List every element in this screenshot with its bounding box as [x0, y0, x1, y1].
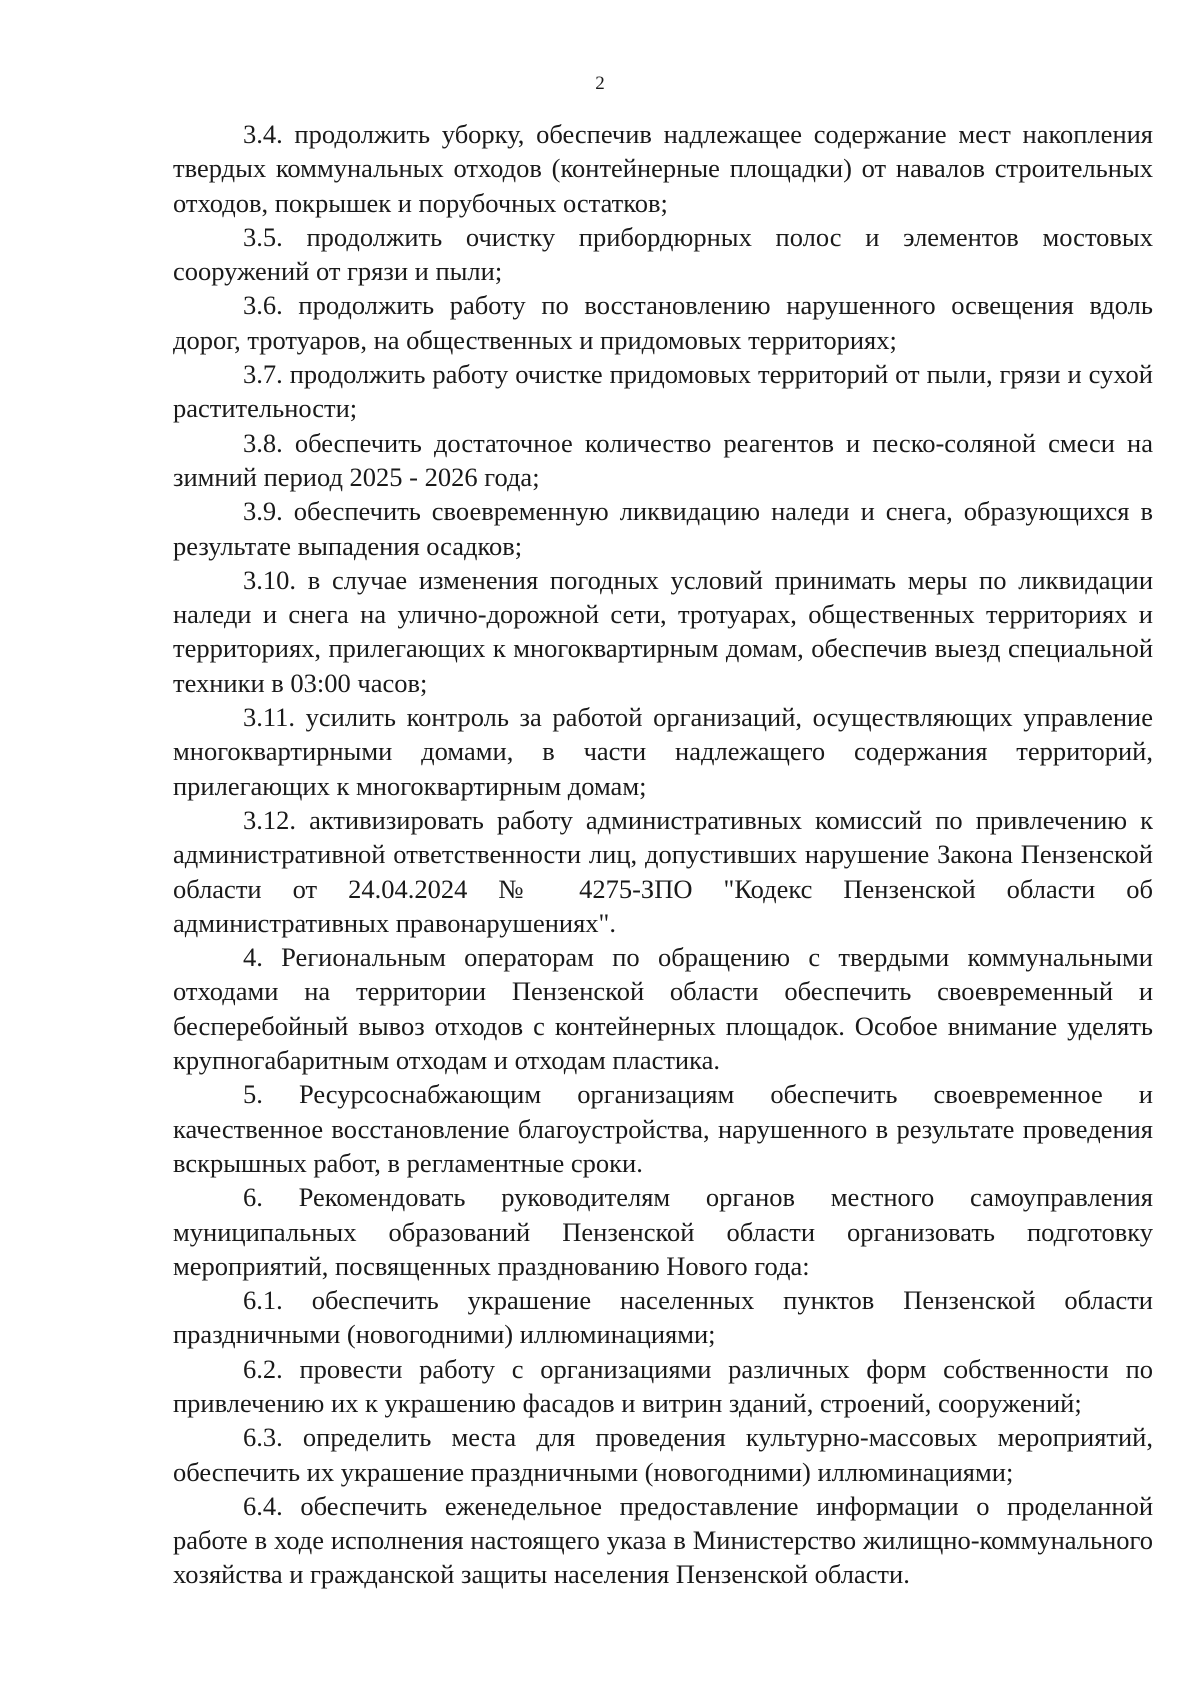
paragraph-3-6: 3.6. продолжить работу по восстановлению нарушенного освещения вдоль дорог, тротуаров, на общественных и придомовых территориях; — [173, 290, 1153, 355]
paragraph-3-8: 3.8. обеспечить достаточное количество реагентов и песко-соляной смеси на зимний период 2025 - 2026 года; — [173, 427, 1153, 492]
paragraph-3-5: 3.5. продолжить очистку прибордюрных полос и элементов мостовых сооружений от грязи и пыли; — [173, 221, 1153, 287]
paragraph-6-1: 6.1. обеспечить украшение населенных пунктов Пензенской области праздничными (новогодними) иллюминациями; — [173, 1285, 1153, 1350]
paragraph-3-9: 3.9. обеспечить своевременную ликвидацию наледи и снега, образующихся в результате выпадения осадков; — [173, 496, 1153, 561]
page-number: 2 — [595, 73, 605, 94]
paragraph-3-11: 3.11. усилить контроль за работой организаций, осуществляющих управление многоквартирными домами, в части надлежащего содержания территорий, прилегающих к многоквартирным домам; — [173, 702, 1153, 801]
paragraph-6: 6. Рекомендовать руководителям органов местного самоуправления муниципальных образований Пензенской области организовать подготовку мероприятий, посвященных празднованию Нового года: — [173, 1182, 1153, 1281]
paragraph-5: 5. Ресурсоснабжающим организациям обеспечить своевременное и качественное восстановление благоустройства, нарушенного в результате проведения вскрышных работ, в регламентные сроки. — [173, 1079, 1153, 1178]
paragraph-3-4: 3.4. продолжить уборку, обеспечив надлежащее содержание мест накопления твердых коммунальных отходов (контейнерные площадки) от навалов строительных отходов, покрышек и порубочных остатков; — [173, 119, 1153, 218]
paragraph-3-7: 3.7. продолжить работу очистке придомовых территорий от пыли, грязи и сухой растительности; — [173, 359, 1153, 424]
paragraph-4: 4. Региональным операторам по обращению с твердыми коммунальными отходами на территории Пензенской области обеспечить своевременный и бесперебойный вывоз отходов с контейнерных площадок. Особое внимание уделять крупногабаритным отходам и отходам пластика. — [173, 942, 1153, 1076]
paragraph-6-4: 6.4. обеспечить еженедельное предоставление информации о проделанной работе в ходе исполнения настоящего указа в Министерство жилищно-коммунального хозяйства и гражданской защиты населения Пензенской области. — [173, 1490, 1153, 1590]
paragraph-6-3: 6.3. определить места для проведения культурно-массовых мероприятий, обеспечить их украшение праздничными (новогодними) иллюминациями; — [173, 1422, 1153, 1487]
paragraph-3-10: 3.10. в случае изменения погодных условий принимать меры по ликвидации наледи и снега на улично-дорожной сети, тротуарах, общественных территориях и территориях, прилегающих к многоквартирным домам, обеспечив выезд специальной техники в 03:00 часов; — [173, 564, 1153, 698]
paragraph-3-12: 3.12. активизировать работу административных комиссий по привлечению к административной ответственности лиц, допустивших нарушение Закона Пензенской области от 24.04.2024 № 4275-ЗПО "Кодекс Пензенской области об административных правонарушениях". — [173, 804, 1153, 938]
document-body — [173, 117, 1153, 1592]
paragraph-6-2: 6.2. провести работу с организациями различных форм собственности по привлечению их к украшению фасадов и витрин зданий, строений, сооружений; — [173, 1353, 1153, 1418]
